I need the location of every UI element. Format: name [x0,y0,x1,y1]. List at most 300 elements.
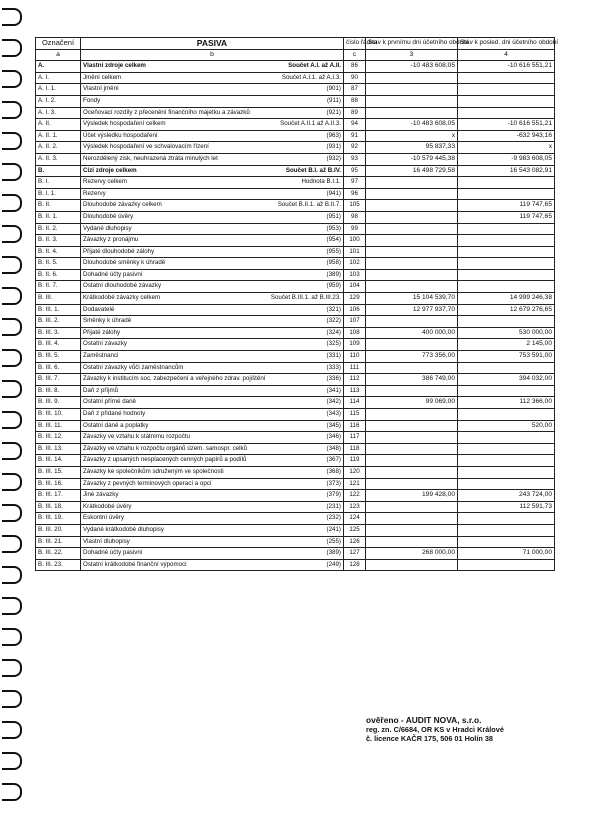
row-value-prior [458,316,555,328]
row-code: A. I. [36,72,81,84]
row-value-prior: x [458,142,555,154]
table-row [36,316,555,328]
row-account-note: (379) [326,491,341,499]
row-label [81,397,344,409]
row-code: B. III. 22. [36,548,81,560]
row-value-current [366,235,458,247]
row-line-number: 107 [344,316,366,328]
header-code: Označení [36,38,81,50]
row-value-current [366,536,458,548]
row-value-current [366,177,458,189]
subheader-current: 3 [366,49,458,61]
row-line-number: 120 [344,466,366,478]
row-label-text: Jiné závazky [83,491,119,499]
row-value-current [366,385,458,397]
row-value-current: 400 000,00 [366,327,458,339]
row-line-number: 129 [344,293,366,305]
binding-ring [2,318,22,336]
row-line-number: 90 [344,72,366,84]
row-line-number: 103 [344,269,366,281]
row-label [81,409,344,421]
row-account-note: (321) [326,305,341,313]
table-row [36,443,555,455]
row-code: B. III. 21. [36,536,81,548]
row-account-note: (911) [327,96,341,104]
row-account-note: (231) [326,502,341,510]
table-row [36,478,555,490]
row-value-prior: 12 679 276,65 [458,304,555,316]
row-line-number: 94 [344,119,366,131]
row-value-current: x [366,130,458,142]
row-account-note: (322) [326,317,341,325]
row-line-number: 128 [344,559,366,571]
header-current-period: Stav k prvnímu dni účetního období [366,38,458,50]
row-value-current [366,432,458,444]
row-value-prior: 14 999 246,38 [458,293,555,305]
row-line-number: 112 [344,374,366,386]
row-code: A. II. 3. [36,153,81,165]
binding-ring [2,194,22,212]
table-row [36,107,555,119]
row-account-note: (953) [326,224,341,232]
row-value-current [366,246,458,258]
row-account-note: (941) [326,189,341,197]
row-value-prior [458,536,555,548]
row-label-text: Jmění celkem [83,73,122,81]
table-row [36,490,555,502]
row-account-note: (921) [326,108,341,116]
row-label [81,466,344,478]
row-label [81,177,344,189]
row-label-text: Přijaté dlouhodobé zálohy [83,247,155,255]
row-code: B. III. 11. [36,420,81,432]
row-code: B. I. 1. [36,188,81,200]
row-code: B. III. 13. [36,443,81,455]
row-account-note: (958) [326,259,341,267]
table-row [36,339,555,351]
row-code: B. III. 15. [36,466,81,478]
row-account-note: (367) [326,456,341,464]
row-code: B. II. 2. [36,223,81,235]
row-code: B. III. [36,293,81,305]
table-row [36,200,555,212]
row-value-prior [458,258,555,270]
binding-ring [2,8,22,26]
table-row [36,130,555,142]
row-line-number: 109 [344,339,366,351]
row-value-prior: 119 747,65 [458,211,555,223]
binding-ring [2,349,22,367]
row-code: A. II. [36,119,81,131]
row-account-note: (336) [326,375,341,383]
row-code: B. II. 1. [36,211,81,223]
row-value-prior [458,223,555,235]
table-row [36,362,555,374]
row-value-prior [458,513,555,525]
row-value-current [366,339,458,351]
row-account-note: (241) [326,525,341,533]
row-label-text: Ostatní daně a poplatky [83,421,149,429]
row-value-prior: -10 616 551,21 [458,61,555,73]
row-value-prior: 243 724,00 [458,490,555,502]
row-line-number: 97 [344,177,366,189]
row-label-text: Vlastní dluhopisy [83,537,130,545]
subheader-prior: 4 [458,49,555,61]
row-value-current: 773 356,00 [366,351,458,363]
row-account-note: (342) [326,398,341,406]
row-label [81,165,344,177]
row-value-prior [458,409,555,421]
stamp-line-2: reg. zn. C/6684, OR KS v Hradci Králové [366,725,504,734]
binding-ring [2,101,22,119]
row-account-note: (346) [326,433,341,441]
row-line-number: 118 [344,443,366,455]
row-value-prior [458,246,555,258]
row-label [81,223,344,235]
row-line-number: 126 [344,536,366,548]
row-label-text: Ostatní závazky vůči zaměstnancům [83,363,184,371]
row-account-note: Součet B.II.1. až B.II.7. [277,201,341,209]
row-value-current [366,211,458,223]
row-label-text: Účet výsledku hospodaření [83,131,158,139]
row-value-prior: 530 000,00 [458,327,555,339]
row-line-number: 89 [344,107,366,119]
row-code: B. III. 2. [36,316,81,328]
row-line-number: 100 [344,235,366,247]
row-code: B. II. 7. [36,281,81,293]
row-code: B. III. 6. [36,362,81,374]
row-value-current [366,559,458,571]
row-label [81,478,344,490]
row-code: B. III. 8. [36,385,81,397]
row-value-prior: 112 366,00 [458,397,555,409]
row-label [81,107,344,119]
row-account-note: Součet B.I. až B.IV. [285,166,341,174]
row-value-current: 15 104 539,70 [366,293,458,305]
row-label [81,524,344,536]
table-row [36,432,555,444]
row-label-text: Závazky ke společníkům sdruženým ve společnosti [83,467,224,475]
row-code: B. III. 20. [36,524,81,536]
row-account-note: (373) [326,479,341,487]
row-code: B. III. 9. [36,397,81,409]
row-label [81,536,344,548]
row-line-number: 101 [344,246,366,258]
row-account-note: (951) [326,212,341,220]
row-label-text: Ostatní přímé daně [83,398,136,406]
row-line-number: 88 [344,95,366,107]
row-account-note: (954) [326,236,341,244]
row-label [81,548,344,560]
row-value-prior [458,235,555,247]
binding-ring [2,380,22,398]
row-line-number: 123 [344,501,366,513]
table-row [36,269,555,281]
row-label-text: Závazky z pronájmu [83,236,139,244]
row-line-number: 108 [344,327,366,339]
table-row [36,397,555,409]
row-value-current [366,420,458,432]
binding-ring [2,690,22,708]
row-label-text: Rezervy celkem [83,178,128,186]
table-row [36,119,555,131]
row-code: A. II. 2. [36,142,81,154]
row-line-number: 99 [344,223,366,235]
table-row [36,142,555,154]
row-code: B. III. 19. [36,513,81,525]
row-value-prior [458,177,555,189]
row-value-current: -10 579 445,38 [366,153,458,165]
binding-ring [2,225,22,243]
row-label [81,432,344,444]
row-value-current: -10 483 608,05 [366,119,458,131]
table-row [36,536,555,548]
row-value-prior [458,362,555,374]
row-label-text: Výsledek hospodaření ve schvalovacím řízení [83,143,209,151]
row-account-note: (249) [326,560,341,568]
row-account-note: (348) [326,444,341,452]
row-code: B. II. [36,200,81,212]
row-account-note: (389) [326,270,341,278]
row-code: A. I. 2. [36,95,81,107]
binding-ring [2,411,22,429]
row-line-number: 93 [344,153,366,165]
audit-stamp [366,716,504,743]
row-value-prior: 119 747,65 [458,200,555,212]
row-label-text: Vydané dluhopisy [83,224,132,232]
table-row [36,165,555,177]
row-value-current [366,362,458,374]
binding-ring [2,721,22,739]
row-account-note: (232) [326,514,341,522]
row-value-current [366,501,458,513]
row-value-prior [458,478,555,490]
row-label-text: Směnky k úhradě [83,317,132,325]
row-label-text: Dlouhodobé úvěry [83,212,134,220]
row-line-number: 102 [344,258,366,270]
row-account-note: (901) [326,85,341,93]
row-label-text: Závazky ve vztahu k státnímu rozpočtu [83,433,190,441]
row-label [81,455,344,467]
row-line-number: 119 [344,455,366,467]
row-label-text: Dlouhodobé směnky k úhradě [83,259,166,267]
binding-ring [2,163,22,181]
row-label [81,501,344,513]
table-row [36,188,555,200]
row-account-note: (331) [326,352,341,360]
binding-ring [2,659,22,677]
subheader-line: c [344,49,366,61]
row-label-text: Krátkodobé závazky celkem [83,294,161,302]
row-value-current [366,72,458,84]
row-value-prior [458,84,555,96]
table-row [36,327,555,339]
row-label-text: Závazky k institucím soc. zabezpečení a veřejného zdrav. pojištění [83,375,266,383]
row-label-text: Závazky z upsaných nesplacených cenných papírů a podílů [83,456,247,464]
row-line-number: 106 [344,304,366,316]
row-line-number: 86 [344,61,366,73]
row-label-text: Dlouhodobé závazky celkem [83,201,162,209]
row-value-prior: 2 145,00 [458,339,555,351]
table-row [36,281,555,293]
row-label-text: Oceňovací rozdíly z přecenění finančního majetku a závazků [83,108,250,116]
row-label [81,490,344,502]
table-row [36,455,555,467]
row-value-current [366,455,458,467]
table-row [36,501,555,513]
row-line-number: 105 [344,200,366,212]
row-value-current [366,107,458,119]
row-value-current [366,409,458,421]
row-value-current [366,269,458,281]
row-label [81,84,344,96]
row-value-prior: -10 616 551,21 [458,119,555,131]
table-row [36,235,555,247]
row-line-number: 124 [344,513,366,525]
table-row [36,246,555,258]
row-label-text: Dodavatelé [83,305,115,313]
row-line-number: 92 [344,142,366,154]
row-label-text: Vlastní jmění [83,85,119,93]
row-account-note: Součet B.III.1. až B.III.23. [270,294,341,302]
row-code: A. II. 1. [36,130,81,142]
row-value-current: 99 069,00 [366,397,458,409]
row-account-note: Součet A.I.1. až A.I.3. [281,73,341,81]
row-code: B. III. 12. [36,432,81,444]
table-row [36,258,555,270]
row-label-text: Závazky z pevných terminových operací a opcí [83,479,212,487]
row-label-text: Cizí zdroje celkem [83,166,137,174]
table-row [36,385,555,397]
row-value-prior: -632 943,16 [458,130,555,142]
row-account-note: (932) [326,154,341,162]
binding-ring [2,442,22,460]
table-row [36,548,555,560]
row-value-current [366,513,458,525]
row-value-current [366,316,458,328]
table-row [36,524,555,536]
row-value-current: 199 428,00 [366,490,458,502]
row-code: B. II. 3. [36,235,81,247]
row-value-prior [458,95,555,107]
row-label-text: Závazky ve vztahu k rozpočtu orgánů územ. samospr. celků [83,444,248,452]
row-label [81,211,344,223]
row-value-current [366,200,458,212]
row-value-prior [458,432,555,444]
row-label [81,269,344,281]
row-value-prior [458,269,555,281]
row-label [81,258,344,270]
row-label [81,246,344,258]
row-label [81,339,344,351]
binding-ring [2,256,22,274]
table-row [36,420,555,432]
table-row [36,211,555,223]
row-code: A. I. 3. [36,107,81,119]
row-value-current: 268 000,00 [366,548,458,560]
table-row [36,84,555,96]
row-account-note: (955) [326,247,341,255]
row-value-prior [458,385,555,397]
row-account-note: (343) [326,410,341,417]
table-row [36,177,555,189]
row-value-prior [458,559,555,571]
stamp-line-1: ověřeno - AUDIT NOVA, s.r.o. [366,715,482,725]
row-label [81,443,344,455]
row-value-prior [458,281,555,293]
row-label [81,385,344,397]
row-value-prior: 16 543 082,91 [458,165,555,177]
header-prior-period: Stav k posled. dni účetního období [458,38,555,50]
row-value-prior [458,524,555,536]
row-line-number: 110 [344,351,366,363]
row-label [81,559,344,571]
row-value-current [366,281,458,293]
row-label-text: Krátkodobé úvěry [83,502,132,510]
row-code: B. III. 23. [36,559,81,571]
row-label [81,281,344,293]
row-label [81,142,344,154]
row-line-number: 127 [344,548,366,560]
row-label [81,72,344,84]
row-value-prior [458,455,555,467]
table-row [36,72,555,84]
header-row [36,38,555,50]
binding-ring [2,504,22,522]
pasiva-table [35,37,559,571]
row-line-number: 111 [344,362,366,374]
binding-ring [2,628,22,646]
row-label-text: Dohadné účty pasivní [83,270,143,278]
row-account-note: (255) [326,537,341,545]
row-account-note: (324) [326,328,341,336]
row-line-number: 116 [344,420,366,432]
spiral-binding [0,0,30,815]
row-account-note: (959) [326,282,341,290]
row-label-text: Výsledek hospodaření celkem [83,120,166,128]
row-code: B. III. 10. [36,409,81,421]
binding-ring [2,132,22,150]
row-code: B. III. 4. [36,339,81,351]
row-code: B. III. 18. [36,501,81,513]
row-code: B. I. [36,177,81,189]
binding-ring [2,287,22,305]
row-line-number: 125 [344,524,366,536]
row-value-prior [458,466,555,478]
row-label-text: Nerozdělený zisk, neuhrazená ztráta minulých let [83,154,218,162]
row-value-current: 95 837,33 [366,142,458,154]
row-line-number: 117 [344,432,366,444]
row-value-prior: 394 032,00 [458,374,555,386]
subheader-row [36,49,555,61]
row-value-current [366,258,458,270]
row-label [81,61,344,73]
binding-ring [2,752,22,770]
row-label-text: Daň z přidané hodnoty [83,410,146,417]
row-value-prior: -9 983 608,05 [458,153,555,165]
row-code: B. II. 5. [36,258,81,270]
row-value-current [366,84,458,96]
row-line-number: 96 [344,188,366,200]
row-value-current [366,466,458,478]
table-row [36,374,555,386]
row-account-note: (325) [326,340,341,348]
row-label [81,119,344,131]
row-line-number: 113 [344,385,366,397]
row-value-current [366,223,458,235]
row-label [81,153,344,165]
row-value-current: 16 498 729,58 [366,165,458,177]
